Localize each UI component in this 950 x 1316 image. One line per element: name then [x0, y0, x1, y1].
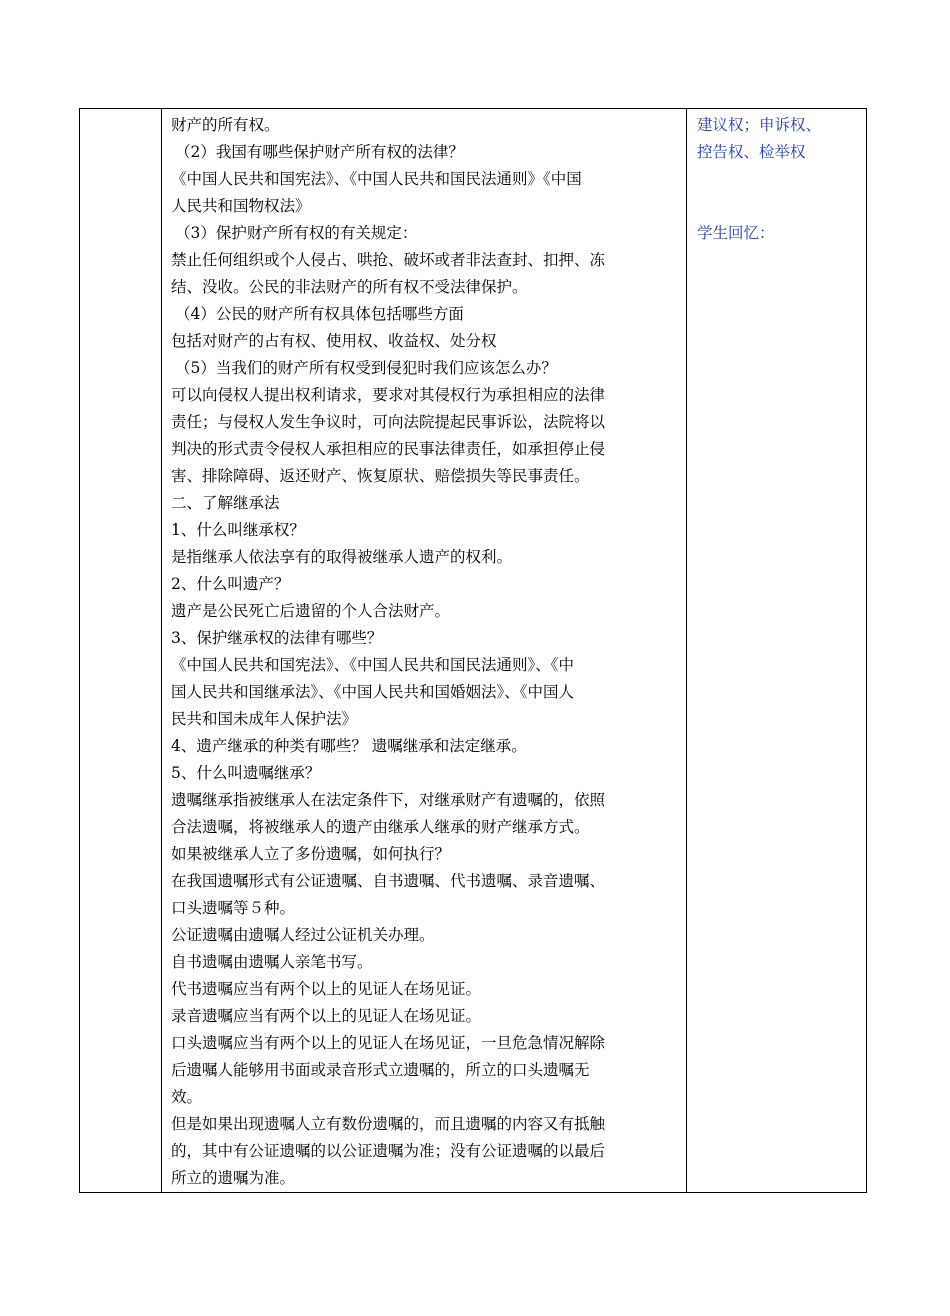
content-line: 是指继承人依法享有的取得被继承人遗产的权利。	[171, 548, 513, 566]
content-line: （3）保护财产所有权的有关规定：	[175, 224, 418, 242]
content-line: 所立的遗嘱为准。	[171, 1169, 296, 1187]
content-line: 判决的形式责令侵权人承担相应的民事法律责任，如承担停止侵	[171, 440, 606, 458]
content-line: 可以向侵权人提出权利请求，要求对其侵权行为承担相应的法律	[171, 386, 606, 404]
content-line: 1、什么叫继承权？	[171, 521, 305, 539]
spacer	[697, 166, 860, 220]
content-line: 国人民共和国继承法》、《中国人民共和国婚姻法》、《中国人	[171, 683, 575, 701]
content-line: （5）当我们的财产所有权受到侵犯时我们应该怎么办？	[175, 359, 557, 377]
content-line: 《中国人民共和国宪法》、《中国人民共和国民法通则》《中国	[171, 170, 582, 188]
content-line: 责任；与侵权人发生争议时，可向法院提起民事诉讼，法院将以	[171, 413, 606, 431]
content-line: 的，其中有公证遗嘱的以公证遗嘱为准；没有公证遗嘱的以最后	[171, 1142, 606, 1160]
content-line: 5、什么叫遗嘱继承？	[171, 764, 321, 782]
content-line: 在我国遗嘱形式有公证遗嘱、自书遗嘱、代书遗嘱、录音遗嘱、	[171, 872, 606, 890]
content-line: 遗嘱继承指被继承人在法定条件下，对继承财产有遗嘱的，依照	[171, 791, 606, 809]
left-empty-cell	[80, 109, 162, 1193]
content-line: 效。	[171, 1088, 203, 1106]
content-line: 人民共和国物权法》	[171, 197, 311, 215]
content-line: 2、什么叫遗产？	[171, 575, 290, 593]
lesson-table	[79, 108, 867, 1193]
content-line: 但是如果出现遗嘱人立有数份遗嘱的，而且遗嘱的内容又有抵触	[171, 1115, 606, 1133]
side-note-line: 学生回忆：	[697, 224, 775, 242]
content-line: 公证遗嘱由遗嘱人经过公证机关办理。	[171, 926, 435, 944]
content-line: 后遗嘱人能够用书面或录音形式立遗嘱的，所立的口头遗嘱无	[171, 1061, 590, 1079]
content-line: （4）公民的财产所有权具体包括哪些方面	[175, 305, 464, 323]
content-line: 4、遗产继承的种类有哪些？ 遗嘱继承和法定继承。	[171, 737, 527, 755]
content-line: 民共和国未成年人保护法》	[171, 710, 358, 728]
content-line: 结、没收。公民的非法财产的所有权不受法律保护。	[171, 278, 528, 296]
content-line: 合法遗嘱，将被继承人的遗产由继承人继承的财产继承方式。	[171, 818, 590, 836]
main-content	[162, 109, 686, 1192]
content-line: 3、保护继承权的法律有哪些？	[171, 629, 383, 647]
content-line: 包括对财产的占有权、使用权、收益权、处分权	[171, 332, 497, 350]
content-line: 录音遗嘱应当有两个以上的见证人在场见证。	[171, 1007, 482, 1025]
content-line: 二、了解继承法	[171, 494, 280, 512]
content-line: 口头遗嘱等５种。	[171, 899, 296, 917]
content-line: 口头遗嘱应当有两个以上的见证人在场见证，一旦危急情况解除	[171, 1034, 606, 1052]
side-notes-cell	[687, 109, 867, 1193]
content-line: 财产的所有权。	[171, 116, 280, 134]
side-note-line: 控告权、检举权	[697, 143, 806, 161]
side-notes	[687, 109, 866, 247]
content-line: （2）我国有哪些保护财产所有权的法律？	[175, 143, 464, 161]
content-line: 害、排除障碍、返还财产、恢复原状、赔偿损失等民事责任。	[171, 467, 590, 485]
main-content-cell	[162, 109, 687, 1193]
content-line: 禁止任何组织或个人侵占、哄抢、破坏或者非法查封、扣押、冻	[171, 251, 606, 269]
content-line: 如果被继承人立了多份遗嘱，如何执行？	[171, 845, 451, 863]
side-note-line: 建议权；申诉权、	[697, 116, 822, 134]
content-line: 遗产是公民死亡后遗留的个人合法财产。	[171, 602, 451, 620]
content-line: 《中国人民共和国宪法》、《中国人民共和国民法通则》、《中	[171, 656, 575, 674]
content-line: 代书遗嘱应当有两个以上的见证人在场见证。	[171, 980, 482, 998]
content-line: 自书遗嘱由遗嘱人亲笔书写。	[171, 953, 373, 971]
table-row	[80, 109, 867, 1193]
